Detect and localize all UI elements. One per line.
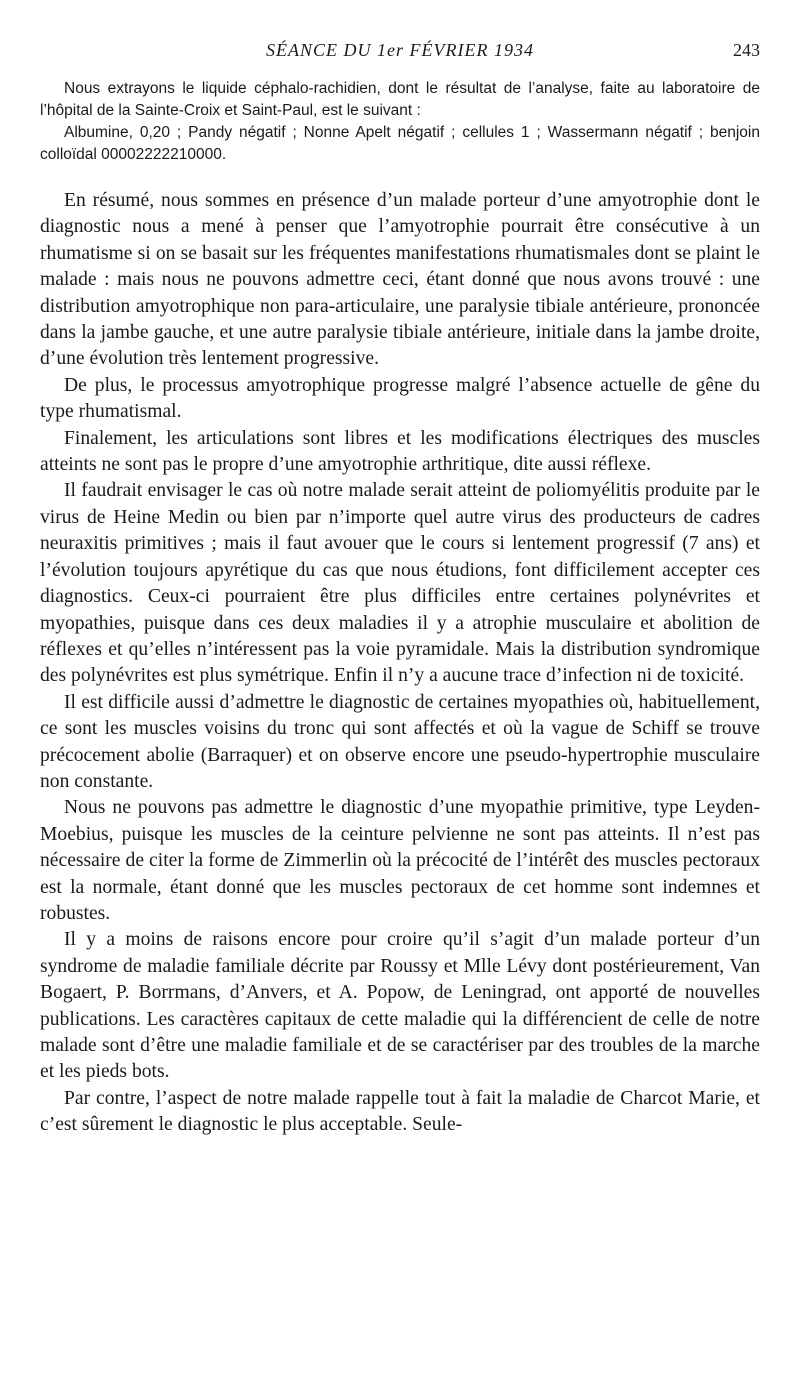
paragraph: De plus, le processus amyotrophique progresse malgré l’absence actuelle de gêne du type rhumatismal. — [40, 374, 760, 423]
page-header — [40, 40, 760, 64]
running-head: SÉANCE DU 1er FÉVRIER 1934 — [266, 40, 534, 60]
paragraph: En résumé, nous sommes en présence d’un malade porteur d’une amyotrophie dont le diagnostic nous a mené à penser que l’amyotrophie pourrait être consécutive à un rhumatisme si on se basait sur les fréquentes manifestations rhumatismales dont se plaint le malade : mais nous ne pouvons admettre ceci, étant donné que nous avons trouvé : une distribution amyotrophique non para-articulaire, une paralysie tibiale antérieure, prononcée dans la jambe gauche, et une autre paralysie tibiale antérieure, initiale dans la jambe droite, d’une évolution très lentement progressive. — [40, 190, 760, 370]
paragraph: Par contre, l’aspect de notre malade rappelle tout à fait la maladie de Charcot Marie, et c’est sûrement le diagnostic le plus acceptable. Seule- — [40, 1087, 760, 1136]
csf-analysis-intro: Nous extrayons le liquide céphalo-rachidien, dont le résultat de l’analyse, faite au laboratoire de l’hôpital de la Sainte-Croix et Saint-Paul, est le suivant : — [40, 80, 760, 119]
body-text — [40, 188, 760, 1139]
csf-analysis-results: Albumine, 0,20 ; Pandy négatif ; Nonne Apelt négatif ; cellules 1 ; Wassermann négatif ; benjoin colloïdal 00002222210000. — [40, 124, 760, 163]
paragraph: Il est difficile aussi d’admettre le diagnostic de certaines myopathies où, habituellement, ce sont les muscles voisins du tronc qui sont affectés et où la vague de Schiff se trouve précocement abolie (Barraquer) et on observe encore une pseudo-hypertrophie musculaire non constante. — [40, 691, 760, 792]
paragraph: Finalement, les articulations sont libres et les modifications électriques des muscles atteints ne sont pas le propre d’une amyotrophie arthritique, dite aussi réflexe. — [40, 427, 760, 476]
paragraph: Il faudrait envisager le cas où notre malade serait atteint de poliomyélitis produite par le virus de Heine Medin ou bien par n’importe quel autre virus des producteurs de cadres neuraxitis primitives ; mais il faut avouer que le cours si lentement progressif (7 ans) et l’évolution toujours apyrétique du cas que nous étudions, font difficilement accepter ces diagnostics. Ceux-ci pourraient être plus difficiles entre certaines polynévrites et myopathies, puisque dans ces deux maladies il y a atrophie musculaire et abolition de réflexes et qu’elles n’intéressent pas la voie pyramidale. Mais la distribution syndromique des polynévrites est plus symétrique. Enfin il n’y a aucune trace d’infection ni de toxicité. — [40, 480, 760, 687]
page-number: 243 — [733, 40, 760, 60]
paragraph: Nous ne pouvons pas admettre le diagnostic d’une myopathie primitive, type Leyden-Moebius, puisque les muscles de la ceinture pelvienne ne sont pas atteints. Il n’est pas nécessaire de citer la forme de Zimmerlin où la précocité de l’intérêt des muscles pectoraux est la normale, étant donné que les muscles pectoraux de cet homme sont indemnes et robustes. — [40, 797, 760, 924]
paragraph: Il y a moins de raisons encore pour croire qu’il s’agit d’un malade porteur d’un syndrome de maladie familiale décrite par Roussy et Mlle Lévy dont postérieurement, Van Bogaert, P. Borrmans, d’Anvers, et A. Popow, de Leningrad, ont apporté de nouvelles publications. Les caractères capitaux de cette maladie qui la différencient de celle de notre malade sont d’être une maladie familiale et de se caractériser par des troubles de la marche et les pieds bots. — [40, 929, 760, 1083]
